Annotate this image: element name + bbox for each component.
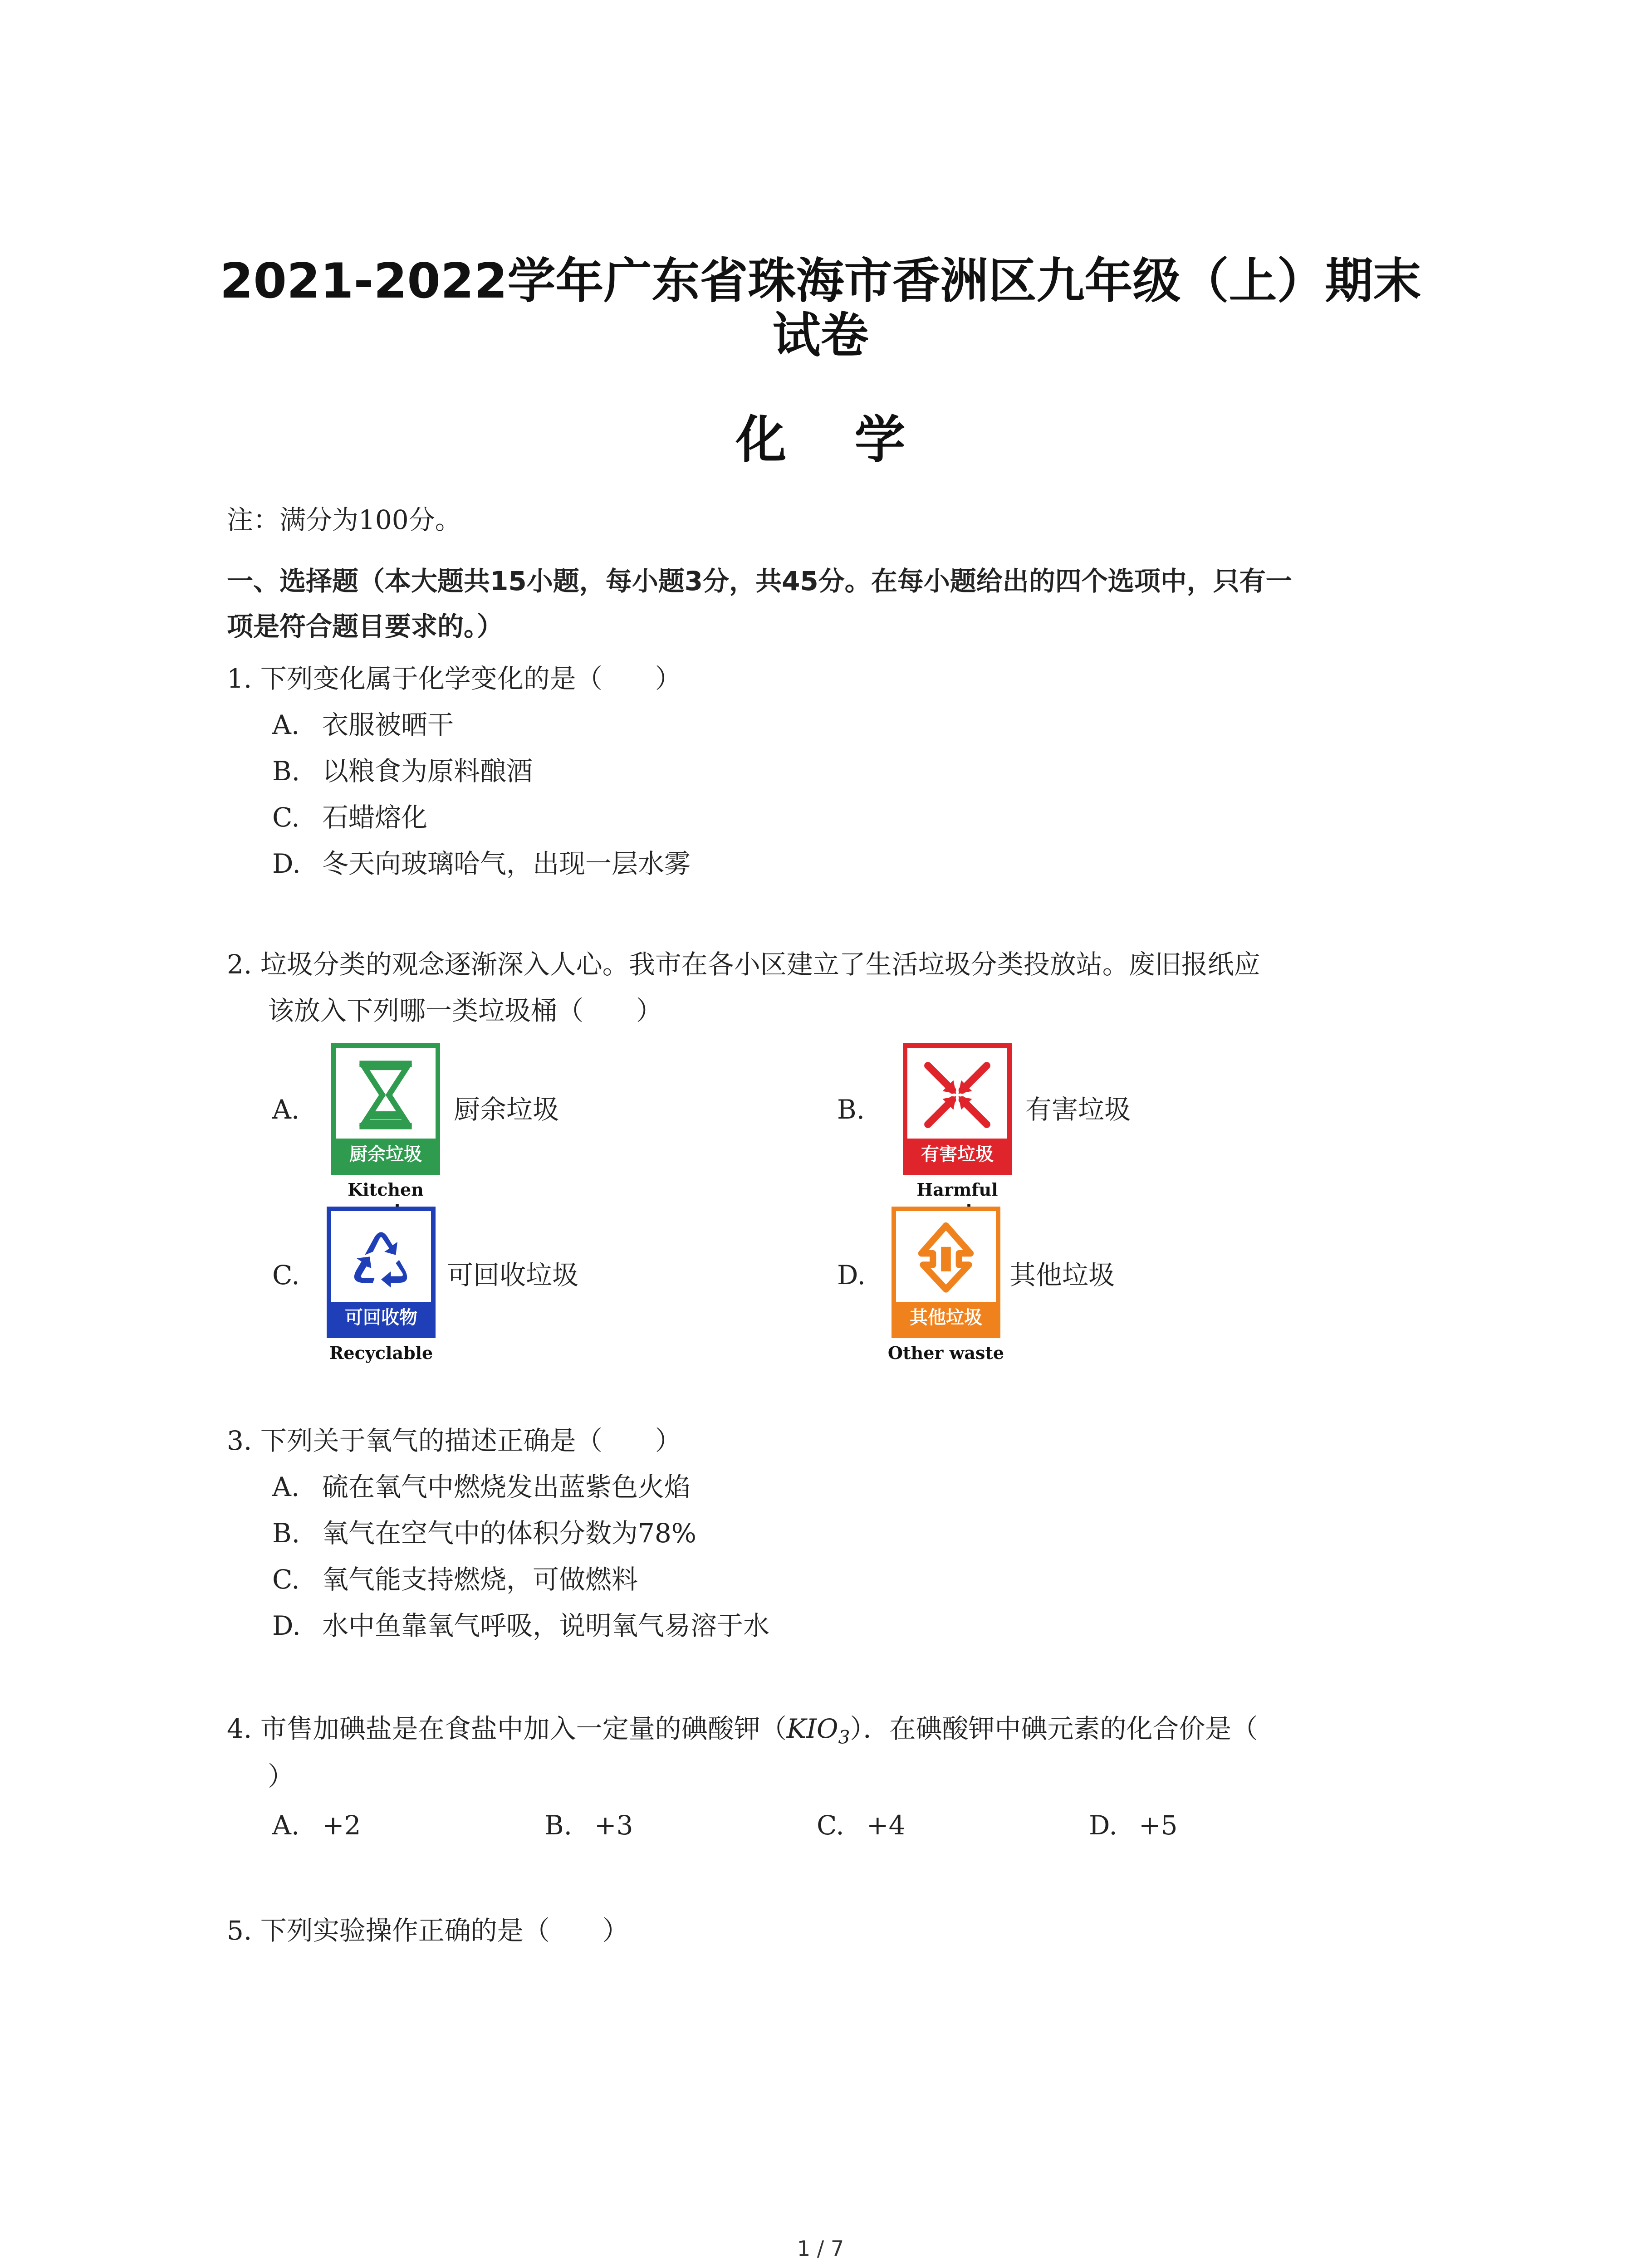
score-note: 注：满分为100分。 [227,504,461,535]
option-c-letter: C. [272,1260,300,1290]
option-a: A. +2 [272,1810,361,1841]
question-stem-line2: ） [268,1761,294,1792]
option-b-text: 有害垃圾 [1025,1094,1131,1125]
bin-label: 有害垃圾 [907,1139,1007,1170]
bin-label: 厨余垃圾 [336,1139,436,1170]
option-a-letter: A. [272,1094,300,1125]
option-d-text: 其他垃圾 [1009,1260,1115,1290]
page-title-line1: 2021-2022学年广东省珠海市香洲区九年级（上）期末 [220,253,1421,309]
bin-caption: Kitchen [348,1179,424,1200]
harmful-waste-bin [903,1043,1012,1175]
recycle-icon [340,1217,422,1299]
other-waste-bin [892,1207,1000,1338]
subject-title: 化学 [735,411,974,469]
option-d: D. 水中鱼靠氧气呼吸，说明氧气易溶于水 [272,1610,770,1641]
chemical-formula: $KIO_3$ [786,1713,850,1748]
hourglass-icon [345,1054,426,1136]
bin-caption: Other waste [887,1343,1004,1363]
question-stem-line2: 该放入下列哪一类垃圾桶（ ） [268,995,663,1026]
question-stem-line1: 2. 垃圾分类的观念逐渐深入人心。我市在各小区建立了生活垃圾分类投放站。废旧报纸应 [227,949,1260,980]
bin-label: 可回收物 [331,1302,431,1334]
option-a: A. 硫在氧气中燃烧发出蓝紫色火焰 [272,1471,691,1502]
page-title-line2: 试卷 [772,308,869,363]
page-number: 1 / 7 [797,2236,844,2261]
bin-caption: Recyclable [329,1343,433,1363]
option-b: B. 氧气在空气中的体积分数为78% [272,1518,696,1549]
option-b: B. 以粮食为原料酿酒 [272,756,533,787]
option-c: C. +4 [817,1810,906,1841]
bin-label: 其他垃圾 [896,1302,996,1334]
recyclable-bin [327,1207,436,1338]
harmful-arrows-icon [916,1054,998,1136]
option-b-letter: B. [837,1094,865,1125]
option-c: C. 氧气能支持燃烧，可做燃料 [272,1564,638,1595]
question-5-stem: 5. 下列实验操作正确的是（ ） [227,1915,629,1946]
question-stem-line1: 4. 市售加碘盐是在食盐中加入一定量的碘酸钾$(KIO_3)$．在碘酸钾中碘元素的化合价是（ [227,1713,1258,1748]
question-stem: 3. 下列关于氧气的描述正确是（ ） [227,1425,681,1456]
option-c: C. 石蜡熔化 [272,802,428,833]
question-stem: 1. 下列变化属于化学变化的是（ ） [227,663,681,694]
option-d: D. +5 [1089,1810,1178,1841]
kitchen-waste-bin [331,1043,440,1175]
option-a: A. 衣服被晒干 [272,709,454,740]
option-c-text: 可回收垃圾 [447,1260,579,1290]
section-heading-line1: 一、选择题（本大题共15小题，每小题3分，共45分。在每小题给出的四个选项中，只有一 [227,566,1292,596]
option-a-text: 厨余垃圾 [454,1094,559,1125]
bin-caption: Harmful [916,1179,998,1200]
section-heading-line2: 项是符合题目要求的。） [227,611,504,642]
option-b: B. +3 [544,1810,633,1841]
option-d-letter: D. [837,1260,866,1290]
other-waste-icon [905,1217,987,1299]
option-d: D. 冬天向玻璃哈气，出现一层水雾 [272,848,691,879]
